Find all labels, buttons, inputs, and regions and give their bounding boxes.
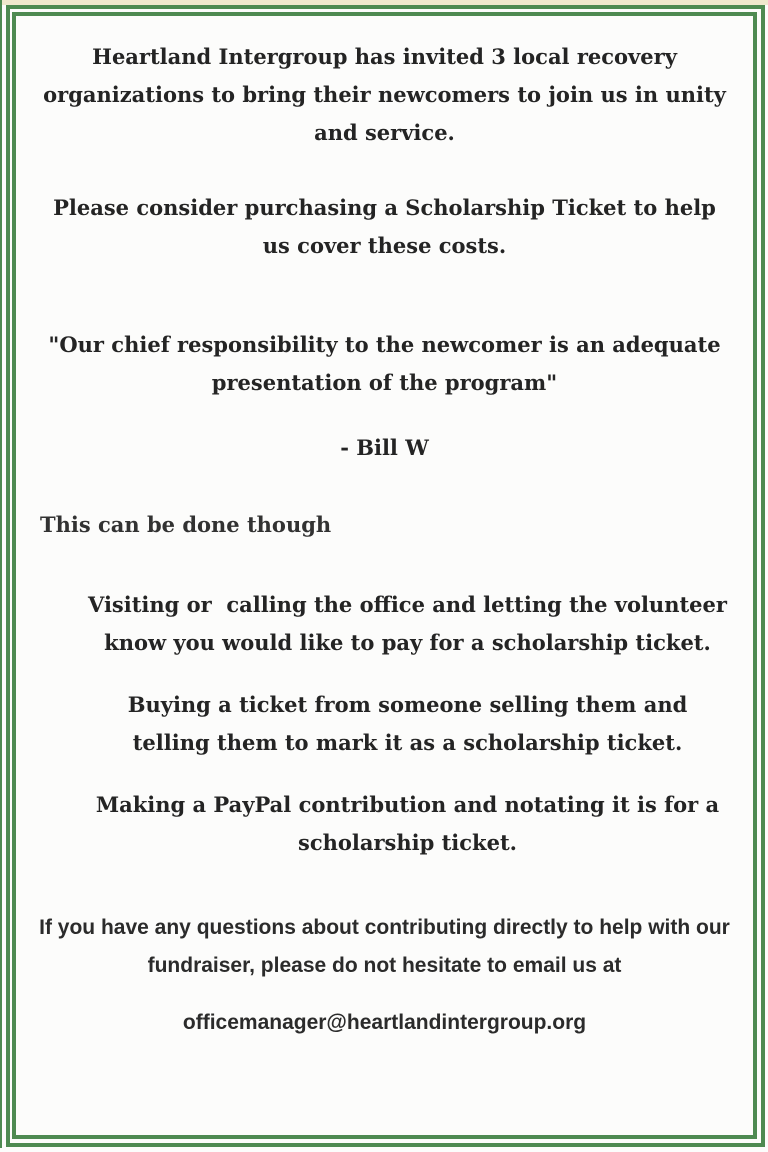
top-cream-strip (2, 0, 768, 5)
method-item-paypal: Making a PayPal contribution and notating it is for a scholarship ticket. (95, 792, 727, 855)
left-edge-line (0, 0, 2, 1148)
method-item-buy-ticket: Buying a ticket from someone selling them and telling them to mark it as a scholarship ticket. (127, 692, 695, 755)
contact-email-text: officemanager@heartlandintergroup.org (182, 1011, 587, 1034)
quote-attribution: - Bill W (340, 435, 429, 460)
methods-intro-text: This can be done though (40, 512, 332, 537)
quote-text: "Our chief responsibility to the newcomer is an adequate presentation of the program" (48, 332, 721, 395)
questions-paragraph: If you have any questions about contributing directly to help with our fundraiser, please do not hesitate to email us at (39, 916, 730, 977)
method-item-visit-or-call: Visiting or calling the office and letting the volunteer know you would like to pay for a scholarship ticket. (88, 592, 735, 655)
flyer-content (16, 16, 753, 1135)
intro-paragraph: Heartland Intergroup has invited 3 local recovery organizations to bring their newcomers to join us in unity and service. (43, 44, 726, 145)
scholarship-request-paragraph: Please consider purchasing a Scholarship Ticket to help us cover these costs. (53, 195, 716, 258)
